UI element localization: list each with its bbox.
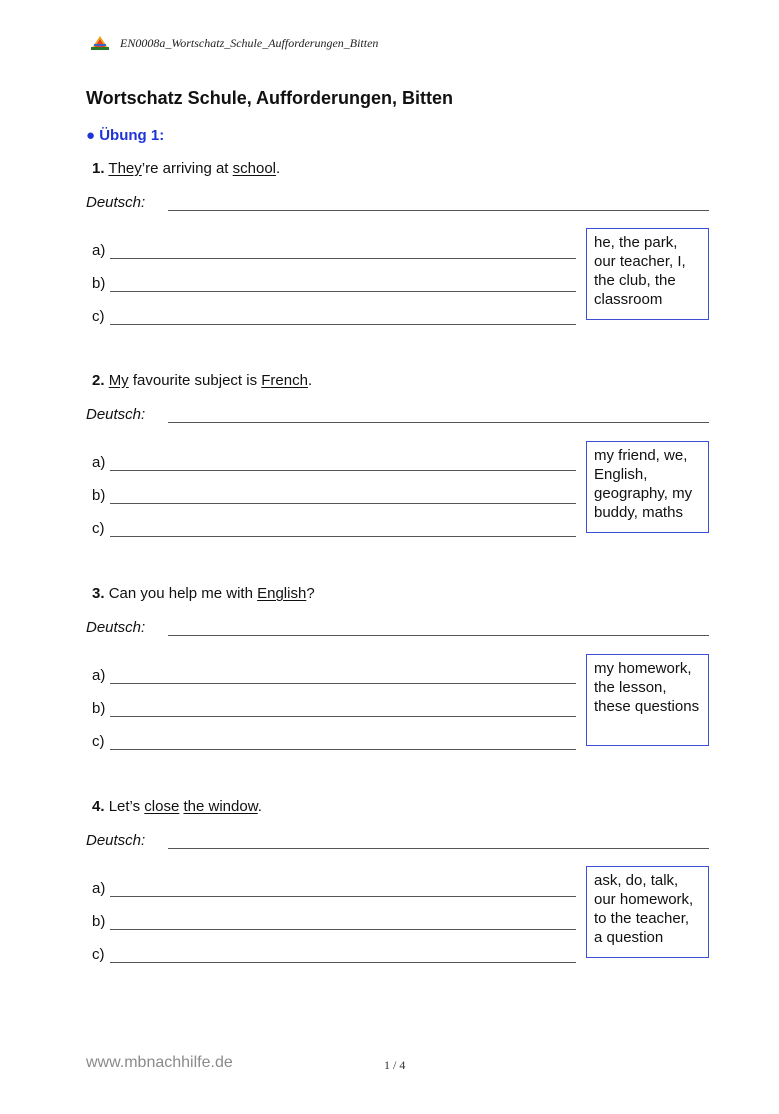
answer-line[interactable] <box>110 291 576 292</box>
sentence-part: ? <box>306 585 315 602</box>
answer-line[interactable] <box>110 749 576 750</box>
task-number: 4. <box>92 798 105 815</box>
task-3 <box>0 585 779 795</box>
task-number: 2. <box>92 372 105 389</box>
row-label: a) <box>92 880 106 897</box>
row-label: b) <box>92 487 106 504</box>
row-label: a) <box>92 667 106 684</box>
sentence-part: . <box>257 798 262 815</box>
row-label: c) <box>92 946 105 963</box>
answer-line[interactable] <box>110 503 576 504</box>
exercise-heading: ● Übung 1: <box>86 127 165 144</box>
answer-line[interactable] <box>110 962 576 963</box>
sentence-part: favourite subject is <box>128 372 262 389</box>
row-label: c) <box>92 733 105 750</box>
sentence-part: Can you help me with <box>108 585 258 602</box>
deutsch-answer-line[interactable] <box>168 848 709 849</box>
task-number: 3. <box>92 585 105 602</box>
row-label: b) <box>92 700 106 717</box>
task-sentence <box>92 160 280 177</box>
deutsch-label: Deutsch: <box>86 832 146 849</box>
deutsch-answer-line[interactable] <box>168 422 709 423</box>
task-1 <box>0 160 779 370</box>
sentence-part: . <box>276 160 281 177</box>
sentence-part: the window <box>183 798 258 815</box>
task-4 <box>0 798 779 1008</box>
answer-line[interactable] <box>110 258 576 259</box>
row-label: b) <box>92 275 106 292</box>
sentence-part: . <box>307 372 313 389</box>
page-header <box>90 34 378 52</box>
sentence-part: They <box>108 160 142 177</box>
sentence-part: school <box>232 160 277 177</box>
sentence-part: English <box>257 585 307 602</box>
deutsch-answer-line[interactable] <box>168 635 709 636</box>
answer-line[interactable] <box>110 324 576 325</box>
row-label: b) <box>92 913 106 930</box>
answer-line[interactable] <box>110 470 576 471</box>
answer-line[interactable] <box>110 716 576 717</box>
row-label: a) <box>92 454 106 471</box>
task-sentence <box>92 372 312 389</box>
hint-box: my friend, we, English, geography, my buddy, maths <box>586 441 709 533</box>
sentence-part: Let’s <box>108 798 145 815</box>
task-sentence <box>92 585 315 602</box>
answer-line[interactable] <box>110 683 576 684</box>
book-logo-icon <box>90 35 110 51</box>
task-2 <box>0 372 779 582</box>
task-sentence <box>92 798 262 815</box>
task-number: 1. <box>92 160 105 177</box>
page-number: 1 / 4 <box>384 1058 406 1072</box>
answer-line[interactable] <box>110 929 576 930</box>
row-label: c) <box>92 308 105 325</box>
row-label: a) <box>92 242 106 259</box>
footer-website: www.mbnachhilfe.de <box>86 1054 233 1071</box>
deutsch-answer-line[interactable] <box>168 210 709 211</box>
page-title: Wortschatz Schule, Aufforderungen, Bitten <box>86 88 454 108</box>
sentence-part: French <box>261 372 308 389</box>
answer-line[interactable] <box>110 536 576 537</box>
row-label: c) <box>92 520 105 537</box>
hint-box: my homework, the lesson, these questions <box>586 654 709 746</box>
document-filename: EN0008a_Wortschatz_Schule_Aufforderungen_Bitten <box>120 35 379 50</box>
deutsch-label: Deutsch: <box>86 619 146 636</box>
deutsch-label: Deutsch: <box>86 406 146 423</box>
hint-box: he, the park, our teacher, I, the club, the classroom <box>586 228 709 320</box>
sentence-part: close <box>144 798 180 815</box>
sentence-part: ’re arriving at <box>141 160 233 177</box>
answer-line[interactable] <box>110 896 576 897</box>
sentence-part: My <box>108 372 129 389</box>
hint-box: ask, do, talk, our homework, to the teacher, a question <box>586 866 709 958</box>
deutsch-label: Deutsch: <box>86 194 146 211</box>
